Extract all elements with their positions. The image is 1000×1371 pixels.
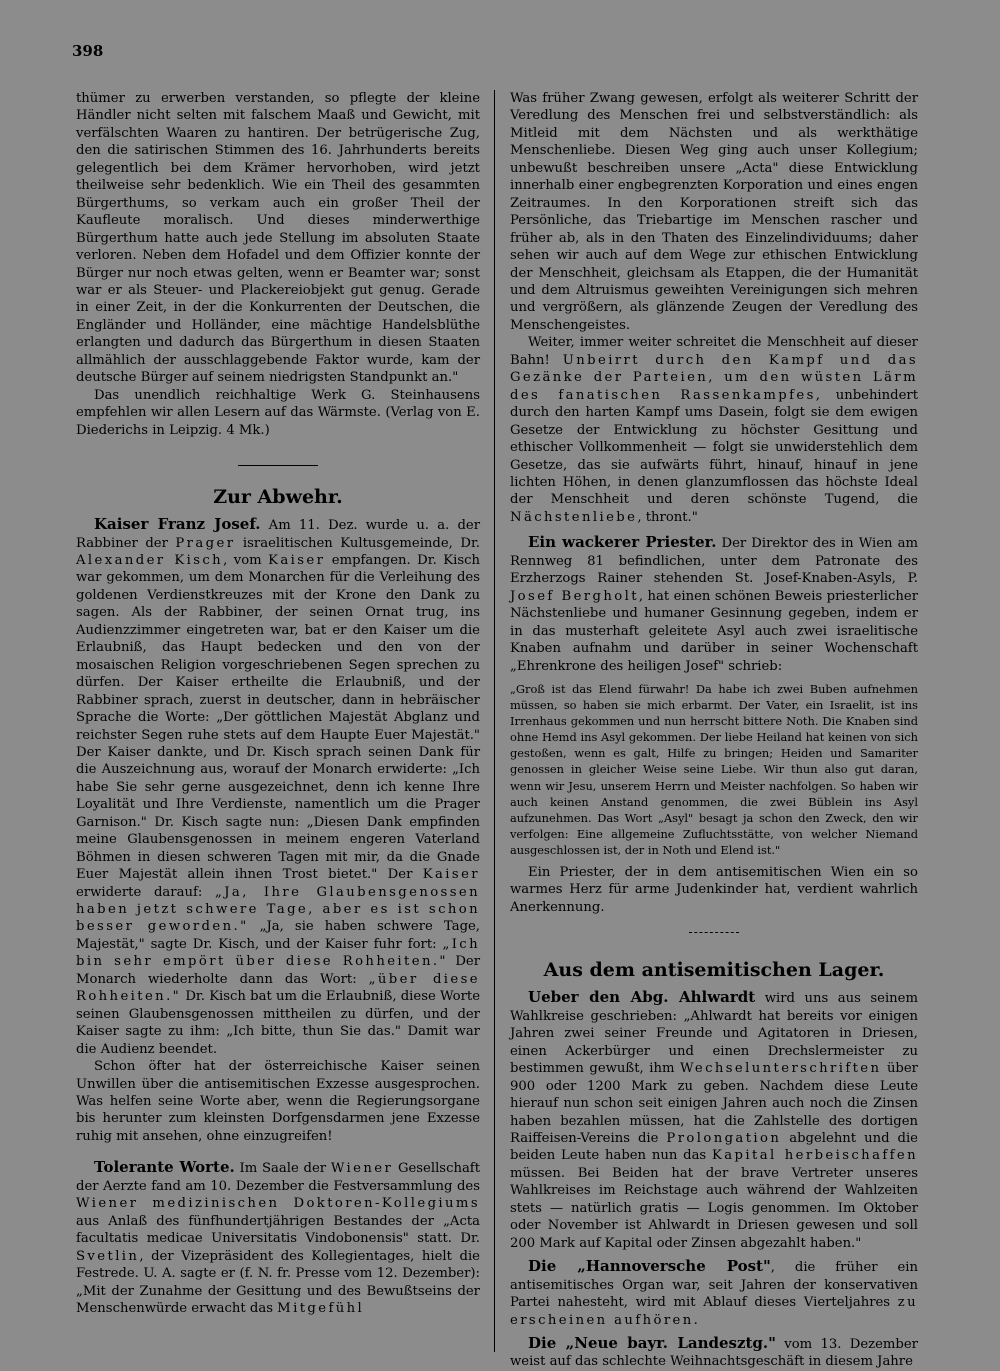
article-heading: Kaiser Franz Josef. — [94, 515, 261, 534]
article-landeszeitung: Die „Neue bayr. Landesztg." vom 13. Dezember weist auf das schlechte Weihnachtsgeschäft in diesem Jahre — [510, 1333, 918, 1370]
article-continuation: Was früher Zwang gewesen, erfolgt als weiterer Schritt der Veredlung des Menschen frei und selbstverständlich: als Mitleid mit dem Nächsten und als werkthätige Menschenliebe. Diesen Weg ging auch unser Kollegium; unbewußt beschreiben unsere „Acta" diese Entwicklung innerhalb einer engbegrenzten Korporation und eines engen Zeitraumes. In den Korporationen streift sich das Persönliche, das Triebartige im Menschen rascher und früher ab, als in den Thaten des Einzelindividuums; daher sehen wir auch auf dem Wege zur ethischen Entwicklung der Menschheit, gleichsam als Etappen, die der Humanität und dem Altruismus geweihten Vereinigungen sich mehren und vergrößern, als glänzende Zeugen der Veredlung des Menschengeistes. — [510, 91, 918, 333]
article-continuation: thümer zu erwerben verstanden, so pflegte der kleine Händler nicht selten mit falschem Maaß und Gewicht, mit verfälschten Waaren zu hantiren. Der betrügerische Zug, den die satirischen Stimmen des 16. Jahrhunderts bereits gelegentlich bei dem Krämer hervorhoben, wird jetzt theilweise sehr bedenklich. Wie ein Theil des gesammten Bürgerthums, so verkam auch ein großer Theil der Kaufleute moralisch. Und dieses minderwerthige Bürgerthum hatte auch jede Stellung im absoluten Staate verloren. Neben dem Hofadel und dem Offizier konnte der Bürger nur noch etwas gelten, wenn er Beamter war; sonst war er als Steuer- und Plackereiobjekt gut genug. Gerade in einer Zeit, in der die Konkurrenten der Deutschen, die Engländer und Holländer, eine mächtige Handelsblüthe erlangten und dadurch das Bürgerthum in diesen Staaten allmählich der ausschlaggebende Faktor wurde, kam der deutsche Bürger auf seinem niedrigsten Standpunkt an." — [76, 91, 480, 386]
right-column — [510, 90, 918, 1371]
section-title-antisemitischen-lager: Aus dem antisemitischen Lager. — [543, 959, 885, 982]
book-recommendation: Das unendlich reichhaltige Werk G. Steinhausens empfehlen wir allen Lesern auf das Wärmste. (Verlag von E. Diederichs in Leipzig. 4 Mk.) — [76, 387, 480, 438]
article-paragraph: Schon öfter hat der österreichische Kaiser seinen Unwillen über die antisemitischen Exzesse ausgesprochen. Was helfen seine Worte aber, wenn die Regierungsorgane bis herunter zum kleinsten Dorfgensdarmen jene Exzesse ruhig mit ansehen, ohne einzugreifen! — [76, 1059, 480, 1144]
article-heading: Tolerante Worte. — [94, 1158, 235, 1177]
article-tolerante-worte: Tolerante Worte. Im Saale der Wiener Gesellschaft der Aerzte fand am 10. Dezember die Festversammlung des Wiener medizinischen Doktoren-Kollegiums aus Anlaß des fünfhundertjährigen Bestandes der „Acta facultatis medicae Universitatis Vindobonensis" statt. Dr. Svetlin, der Vizepräsident des Kollegientages, hielt die Festrede. U. A. sagte er (f. N. fr. Presse vom 12. Dezember): „Mit der Zunahme der Gesittung und des Bewußtseins der Menschenwürde erwacht das Mitgefühl — [76, 1158, 480, 1316]
article-paragraph: Ein Priester, der in dem antisemitischen Wien ein so warmes Herz für arme Judenkinder hat, verdient wahrlich Anerkennung. — [510, 864, 918, 915]
article-kaiser-franz-josef: Kaiser Franz Josef. Am 11. Dez. wurde u. a. der Rabbiner der Prager israelitischen Kultusgemeinde, Dr. Alexander Kisch, vom Kaiser empfangen. Dr. Kisch war gekommen, um dem Monarchen für die Verleihung des goldenen Verdienstkreuzes mit der Krone den Dank zu sagen. Als der Rabbiner, der seinen Ornat trug, ins Audienzzimmer eingetreten war, bat er den Kaiser um die Erlaubniß, das Haupt bedecken und den von der mosaischen Religion vorgeschriebenen Segen sprechen zu dürfen. Der Kaiser ertheilte die Erlaubniß, und der Rabbiner sprach, zuerst in deutscher, dann in hebräischer Sprache die Worte: „Der göttlichen Majestät Abglanz und reichster Segen ruhe stets auf dem Haupte Euer Majestät." Der Kaiser dankte, und Dr. Kisch sprach seinen Dank für die Auszeichnung aus, worauf der Monarch erwiderte: „Ich habe Sie sehr gerne ausgezeichnet, denn ich kenne Ihre Loyalität und Ihre Verdienste, namentlich um die Prager Garnison." Dr. Kisch sagte nun: „Diesen Dank empfinden meine Glaubensgenossen in meinem engeren Vaterland Böhmen in diesen schweren Tagen mit mir, da die Gnade Euer Majestät allein ihnen Trost bietet." Der Kaiser erwiderte darauf: „Ja, Ihre Glaubensgenossen haben jetzt schwere Tage, aber es ist schon besser geworden." „Ja, sie haben schwere Tage, Majestät," sagte Dr. Kisch, und der Kaiser fuhr fort: „Ich bin sehr empört über diese Rohheiten." Der Monarch wiederholte dann das Wort: „über diese Rohheiten." Dr. Kisch bat um die Erlaubniß, diese Worte seinen Glaubensgenossen mittheilen zu dürfen, und der Kaiser sagte zu ihm: „Ich bitte, thun Sie das." Damit war die Audienz beendet. — [76, 515, 481, 1057]
article-ahlwardt: Ueber den Abg. Ahlwardt wird uns aus seinem Wahlkreise geschrieben: „Ahlwardt hat bereits vor einigen Jahren zwei seiner Freunde und Agitatoren in Driesen, einen Ackerbürger und einen Drechslermeister zu bestimmen gewußt, ihm Wechselunterschriften über 900 oder 1200 Mark zu geben. Nachdem diese Leute hierauf nun schon seit einigen Jahren auch noch die Zinsen haben bezahlen müssen, hat die Zahlstelle des dortigen Raiffeisen-Vereins die Prolongation abgelehnt und die beiden Leute haben nun das Kapital herbeischaffen müssen. Bei Beiden hat der brave Vertreter unseres Wahlkreises im Reichstage auch während der Wahlzeiten stets — natürlich gratis — Logis genommen. Im Oktober oder November ist Ahlwardt in Driesen gewesen und soll 200 Mark auf Kapital oder Zinsen abgezahlt haben." — [510, 988, 919, 1251]
left-column — [76, 90, 480, 1317]
article-heading: Die „Neue bayr. Landesztg." — [528, 1333, 776, 1352]
column-rule — [494, 90, 495, 1352]
priest-quote: „Groß ist das Elend fürwahr! Da habe ich zwei Buben aufnehmen müssen, so haben sie mich erbarmt. Der Vater, ein Israelit, ist ins Irrenhaus gekommen und nun herrscht bittere Noth. Die Knaben sind ohne Hemd ins Asyl gekommen. Der liebe Heiland hat keinen von sich gestoßen, wenn es galt, Hilfe zu bringen; Heiden und Samariter genossen in gleicher Weise seine Liebe. Wir thun also gut daran, wenn wir Jesu, unserem Herrn und Meister nachfolgen. So haben wir auch keinen Anstand genommen, die zwei Büblein ins Asyl aufzunehmen. Das Wort „Asyl" besagt ja schon den Zweck, den wir verfolgen: Eine allgemeine Zufluchtsstätte, von welcher Niemand ausgeschlossen ist, der in Noth und Elend ist." — [510, 681, 918, 857]
article-heading: Ueber den Abg. Ahlwardt — [528, 988, 756, 1007]
article-wackerer-priester: Ein wackerer Priester. Der Direktor des in Wien am Rennweg 81 befindlichen, unter dem Patronate des Erzherzogs Rainer stehenden St. Josef-Knaben-Asyls, P. Josef Bergholt, hat einen schönen Beweis priesterlicher Nächstenliebe und humaner Gesinnung gegeben, indem er in das musterhaft geleitete Asyl auch zwei israelitische Knaben aufnahm und darüber in seiner Wochenschaft „Ehrenkrone des heiligen Josef" schrieb: — [510, 533, 919, 674]
article-heading: Die „Hannoversche Post" — [528, 1257, 771, 1276]
section-title-zur-abwehr: Zur Abwehr. — [213, 486, 343, 509]
section-separator — [689, 932, 739, 933]
page-number: 398 — [72, 42, 104, 60]
section-separator — [238, 465, 318, 466]
article-paragraph: Weiter, immer weiter schreitet die Menschheit auf dieser Bahn! Unbeirrt durch den Kampf und das Gezänke der Parteien, um den wüsten Lärm des fanatischen Rassenkampfes, unbehindert durch den harten Kampf ums Dasein, folgt sie dem ewigen Gesetze der Entwicklung zu höchster Gesittung und ethischer Vollkommenheit — folgt sie unwiderstehlich dem Gesetze, das sie aufwärts führt, hinauf, hinauf in jene lichten Höhen, in denen glanzumflossen das höchste Ideal der Menschheit und deren schönste Tugend, die Nächstenliebe, thront." — [510, 335, 918, 525]
article-heading: Ein wackerer Priester. — [528, 533, 717, 552]
article-hannoversche-post: Die „Hannoversche Post", die früher ein antisemitisches Organ war, seit Jahren der konservativen Partei nahesteht, wird mit Ablauf dieses Vierteljahres zu erscheinen aufhören. — [510, 1257, 918, 1328]
